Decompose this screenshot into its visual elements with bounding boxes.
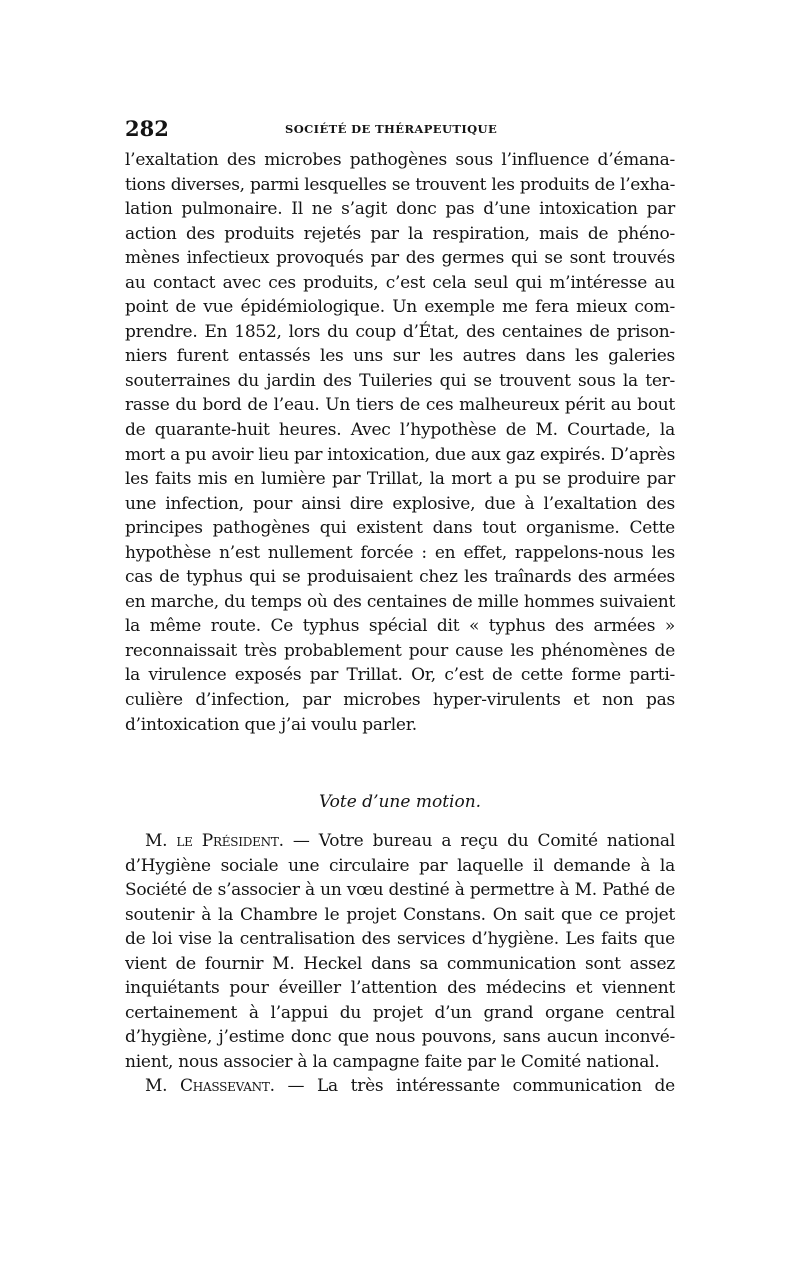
text-line: culière d’infection, par microbes hyper-virulents et non pas — [125, 690, 675, 711]
text-line: action des produits rejetés par la respiration, mais de phéno- — [125, 223, 675, 244]
text-line: mènes infectieux provoqués par des germes qui se sont trouvés — [125, 248, 675, 269]
text-line: d’Hygiène sociale une circulaire par laquelle il demande à la — [125, 855, 675, 876]
speaker-line — [125, 829, 675, 854]
text-line: en marche, du temps où des centaines de mille hommes suivaient — [125, 591, 675, 612]
text-line: la même route. Ce typhus spécial dit « typhus des armées » — [125, 616, 675, 637]
text-line: d’intoxication que j’ai voulu parler. — [125, 714, 417, 735]
text-line: la virulence exposés par Trillat. Or, c’est de cette forme parti- — [125, 665, 675, 686]
text-line: principes pathogènes qui existent dans tout organisme. Cette — [125, 518, 675, 539]
text-line: rasse du bord de l’eau. Un tiers de ces malheureux périt au bout — [125, 395, 675, 416]
text-line: reconnaissait très probablement pour cause les phénomènes de — [125, 640, 675, 661]
speaker-line-text: — La très intéressante communication de — [274, 1076, 675, 1097]
text-line: nient, nous associer à la campagne faite par le Comité national. — [125, 1051, 660, 1072]
speaker-line-text: — Votre bureau a reçu du Comité national — [283, 831, 675, 851]
text-line: soutenir à la Chambre le projet Constans. On sait que ce projet — [125, 904, 675, 925]
text-line: Société de s’associer à un vœu destiné à permettre à M. Pathé de — [125, 880, 675, 901]
paragraph-2 — [125, 829, 675, 1099]
page-header — [125, 116, 675, 141]
text-line: cas de typhus qui se produisaient chez les traînards des armées — [125, 567, 675, 588]
text-line: niers furent entassés les uns sur les autres dans les galeries — [125, 346, 675, 367]
text-line: inquiétants pour éveiller l’attention des médecins et viennent — [125, 978, 675, 999]
text-line: point de vue épidémiologique. Un exemple me fera mieux com- — [125, 297, 675, 318]
text-line: souterraines du jardin des Tuileries qui se trouvent sous la ter- — [125, 370, 675, 391]
text-line: lation pulmonaire. Il ne s’agit donc pas d’une intoxication par — [125, 199, 675, 220]
speaker-name: M. Chassevant. — [145, 1076, 275, 1097]
text-line: d’hygiène, j’estime donc que nous pouvons, sans aucun inconvé- — [125, 1027, 675, 1048]
text-line: vient de fournir M. Heckel dans sa communication sont assez — [125, 953, 675, 974]
text-line: prendre. En 1852, lors du coup d’État, des centaines de prison- — [125, 321, 675, 342]
text-line: certainement à l’appui du projet d’un grand organe central — [125, 1002, 675, 1023]
paragraph-1 — [125, 148, 675, 737]
running-head: SOCIÉTÉ DE THÉRAPEUTIQUE — [285, 122, 498, 136]
text-line: l’exaltation des microbes pathogènes sous l’influence d’émana- — [125, 150, 675, 170]
text-line: les faits mis en lumière par Trillat, la mort a pu se produire par — [125, 469, 675, 490]
text-line: de loi vise la centralisation des services d’hygiène. Les faits que — [125, 929, 675, 950]
text-line: tions diverses, parmi lesquelles se trouvent les produits de l’exha- — [125, 174, 675, 195]
text-line: une infection, pour ainsi dire explosive, due à l’exaltation des — [125, 493, 675, 514]
text-line: hypothèse n’est nullement forcée : en effet, rappelons-nous les — [125, 542, 675, 563]
page-number: 282 — [125, 116, 169, 141]
section-title: Vote d’une motion. — [318, 792, 482, 812]
text-line: de quarante-huit heures. Avec l’hypothèse de M. Courtade, la — [125, 420, 675, 441]
text-line: au contact avec ces produits, c’est cela seul qui m’intéresse au — [125, 272, 675, 293]
text-line: mort a pu avoir lieu par intoxication, due aux gaz expirés. D’après — [125, 444, 675, 465]
speaker-line — [125, 1074, 675, 1099]
speaker-name: M. le Président. — [145, 831, 284, 851]
